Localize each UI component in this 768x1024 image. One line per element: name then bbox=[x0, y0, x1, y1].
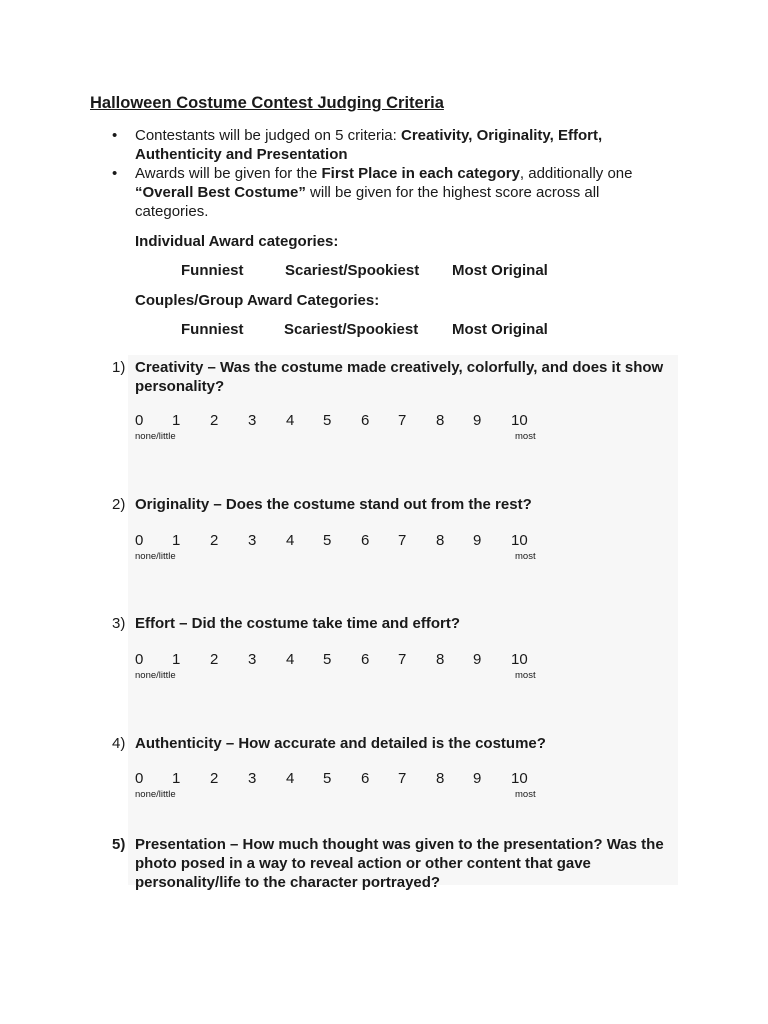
scale-value-9: 9 bbox=[473, 412, 482, 429]
scale-value-10: 10 bbox=[511, 412, 528, 429]
bullet-awards-first-place: First Place in each category bbox=[321, 165, 520, 182]
scale-value-4: 4 bbox=[286, 532, 295, 549]
question-number: 2) bbox=[112, 496, 126, 513]
question-number: 1) bbox=[112, 359, 126, 376]
scale-value-10: 10 bbox=[511, 770, 528, 787]
scale-value-3: 3 bbox=[248, 651, 257, 668]
scale-value-6: 6 bbox=[361, 770, 370, 787]
rating-scale-4 bbox=[0, 769, 768, 801]
scale-value-1: 1 bbox=[172, 532, 181, 549]
scale-value-0: 0 bbox=[135, 532, 144, 549]
scale-value-1: 1 bbox=[172, 412, 181, 429]
scale-value-6: 6 bbox=[361, 651, 370, 668]
scale-value-5: 5 bbox=[323, 412, 332, 429]
group-heading: Couples/Group Award Categories: bbox=[135, 292, 380, 309]
scale-value-2: 2 bbox=[210, 412, 219, 429]
page-title: Halloween Costume Contest Judging Criteria bbox=[90, 94, 444, 112]
scale-value-5: 5 bbox=[323, 651, 332, 668]
bullet-criteria bbox=[112, 126, 642, 164]
group-category-scariest: Scariest/Spookiest bbox=[284, 321, 419, 338]
question-text: Effort – Did the costume take time and effort? bbox=[135, 615, 461, 632]
scale-value-5: 5 bbox=[323, 770, 332, 787]
scale-low-label: none/little bbox=[135, 789, 176, 800]
scale-value-0: 0 bbox=[135, 770, 144, 787]
scale-value-0: 0 bbox=[135, 651, 144, 668]
question-text: Presentation – How much thought was given to the presentation? Was the photo posed in a way to reveal action or other content that gave personality/life to the character portrayed? bbox=[135, 836, 664, 891]
bullet-awards-overall: “Overall Best Costume” bbox=[135, 184, 306, 201]
question-number: 5) bbox=[112, 836, 126, 853]
scale-low-label: none/little bbox=[135, 551, 176, 562]
individual-category-original: Most Original bbox=[452, 262, 548, 279]
rating-scale-2 bbox=[0, 531, 768, 563]
scale-high-label: most bbox=[515, 431, 536, 442]
bullet-awards bbox=[112, 164, 642, 221]
scale-value-10: 10 bbox=[511, 532, 528, 549]
group-category-original: Most Original bbox=[452, 321, 548, 338]
scale-high-label: most bbox=[515, 551, 536, 562]
scale-value-9: 9 bbox=[473, 532, 482, 549]
scale-value-4: 4 bbox=[286, 770, 295, 787]
scale-value-8: 8 bbox=[436, 412, 445, 429]
scale-value-0: 0 bbox=[135, 412, 144, 429]
scale-value-1: 1 bbox=[172, 651, 181, 668]
scale-high-label: most bbox=[515, 670, 536, 681]
scale-value-2: 2 bbox=[210, 532, 219, 549]
scale-value-6: 6 bbox=[361, 532, 370, 549]
scale-value-8: 8 bbox=[436, 532, 445, 549]
scale-high-label: most bbox=[515, 789, 536, 800]
scale-value-7: 7 bbox=[398, 651, 407, 668]
scale-value-3: 3 bbox=[248, 532, 257, 549]
question-text: Originality – Does the costume stand out from the rest? bbox=[135, 496, 532, 513]
intro-bullet-list bbox=[112, 126, 642, 221]
scale-value-5: 5 bbox=[323, 532, 332, 549]
scale-value-8: 8 bbox=[436, 651, 445, 668]
scale-value-7: 7 bbox=[398, 532, 407, 549]
bullet-criteria-text: Contestants will be judged on 5 criteria: bbox=[135, 127, 401, 144]
scale-value-7: 7 bbox=[398, 770, 407, 787]
individual-heading: Individual Award categories: bbox=[135, 233, 339, 250]
individual-category-funniest: Funniest bbox=[181, 262, 244, 279]
scale-low-label: none/little bbox=[135, 431, 176, 442]
group-category-funniest: Funniest bbox=[181, 321, 244, 338]
scale-value-4: 4 bbox=[286, 651, 295, 668]
bullet-awards-text-3: will be given for the highest score across all categories. bbox=[135, 184, 600, 220]
scale-value-1: 1 bbox=[172, 770, 181, 787]
question-number: 3) bbox=[112, 615, 126, 632]
rating-scale-3 bbox=[0, 650, 768, 682]
scale-low-label: none/little bbox=[135, 670, 176, 681]
individual-category-scariest: Scariest/Spookiest bbox=[285, 262, 420, 279]
question-text: Authenticity – How accurate and detailed is the costume? bbox=[135, 735, 546, 752]
rating-scale-1 bbox=[0, 411, 768, 443]
bullet-awards-text-1: Awards will be given for the bbox=[135, 165, 322, 182]
scale-value-10: 10 bbox=[511, 651, 528, 668]
scale-value-9: 9 bbox=[473, 651, 482, 668]
scale-value-4: 4 bbox=[286, 412, 295, 429]
bullet-awards-text-2: , additionally one bbox=[519, 165, 633, 182]
scale-value-9: 9 bbox=[473, 770, 482, 787]
scale-value-3: 3 bbox=[248, 412, 257, 429]
scale-value-7: 7 bbox=[398, 412, 407, 429]
scale-value-3: 3 bbox=[248, 770, 257, 787]
question-text: Creativity – Was the costume made creatively, colorfully, and does it show personality? bbox=[135, 359, 664, 395]
scale-value-2: 2 bbox=[210, 770, 219, 787]
scale-value-8: 8 bbox=[436, 770, 445, 787]
question-number: 4) bbox=[112, 735, 126, 752]
bullet-criteria-list: Creativity, Originality, Effort, Authenticity and Presentation bbox=[135, 127, 603, 163]
scale-value-2: 2 bbox=[210, 651, 219, 668]
scale-value-6: 6 bbox=[361, 412, 370, 429]
